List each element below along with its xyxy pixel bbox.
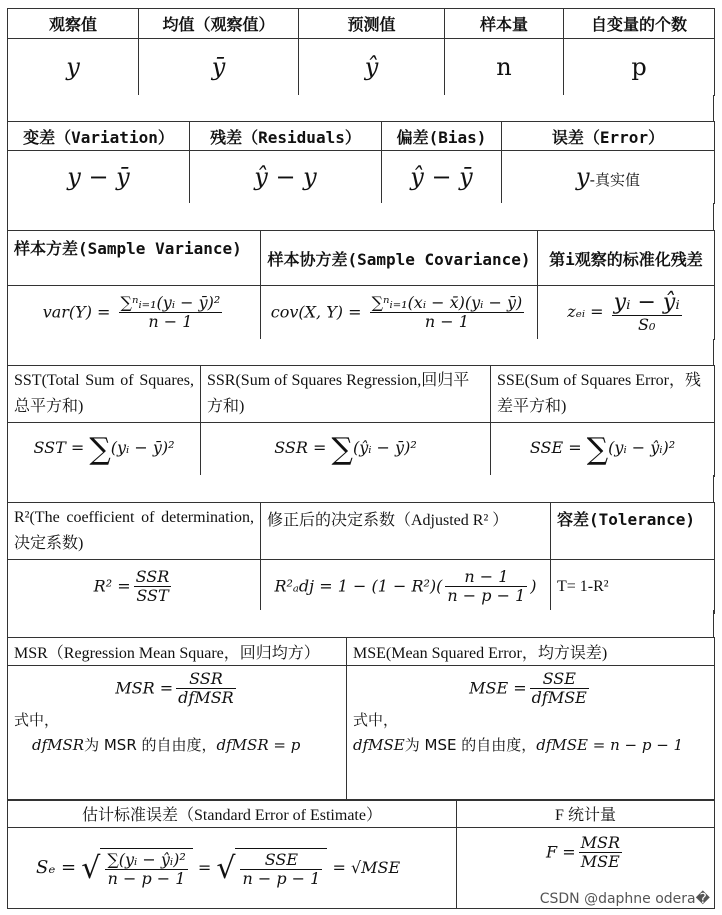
symbol-y-bar: ȳ [139,39,299,96]
formula-mse: MSE = $\frac{\text{SSE}}{\text{dfMSE}}$ [469,669,587,708]
header-ssr: SSR(Sum of Squares Regression,回归平方和) [201,366,491,423]
table-basic-symbols [7,8,714,96]
header-bias: 偏差(Bias) [382,122,502,151]
table-mean-squares [7,637,714,801]
header-mse: MSE(Mean Squared Error，均方误差) [347,638,715,666]
table-deviations [7,121,714,204]
header-sample-covariance: 样本协方差(Sample Covariance) [261,231,538,286]
header-observed: 观察值 [8,9,139,39]
formula-residuals: ŷ − y [190,151,382,204]
header-error: 误差（Error） [502,122,715,151]
formula-sse: SSE = ∑(yᵢ − ŷᵢ)² [491,423,715,477]
symbol-n: n [445,39,564,96]
spacer [7,610,714,637]
header-msr: MSR（Regression Mean Square，回归均方） [8,638,347,666]
spacer [7,203,714,230]
spacer [7,475,714,502]
cell-msr [8,666,347,801]
table-determination [7,502,714,614]
formula-tolerance: T= 1-R² [551,560,715,614]
formula-variation: y − ȳ [8,151,190,204]
formula-r-squared: R² = $\frac{\text{SSR}}{\text{SST}}$ [8,560,261,614]
symbol-y: y [8,39,139,96]
header-mean: 均值（观察值） [139,9,299,39]
header-sst: SST(Total Sum of Squares, 总平方和) [8,366,201,423]
formula-standard-error: Sₑ = √ $\frac{\text{∑(yᵢ − ŷᵢ)²}}{n - p - 1}$ = √ $\frac{\text{SSE}}{n - p - 1}$ = √MSE [8,828,457,909]
header-standard-error: 估计标准误差（Standard Error of Estimate） [8,800,457,828]
header-sse: SSE(Sum of Squares Error，残差平方和) [491,366,715,423]
symbol-y-hat: ŷ [299,39,445,96]
formula-standardized-residual: zₑᵢ = $\frac{\text{yᵢ − ŷᵢ}}{\text{S₀}}$ [538,286,715,340]
error-suffix: -真实值 [589,171,640,189]
cell-mse [347,666,715,801]
header-predicted: 预测值 [299,9,445,39]
formula-variance: var(Y) = $\frac{\text{∑ⁿᵢ₌₁(yᵢ − ȳ)²}}{n - 1}$ [8,286,261,340]
formula-adjusted-r-squared: R²ₐdj = 1 − (1 − R²)( $\frac{n - 1}{n - p - 1}$ ) [261,560,551,614]
formula-sst: SST = ∑(yᵢ − ȳ)² [8,423,201,477]
watermark: CSDN @daphne odera� [539,891,710,907]
header-f-statistic: F 统计量 [457,800,715,828]
table-variance [7,230,714,340]
formula-msr: MSR = $\frac{\text{SSR}}{\text{dfMSR}}$ [115,669,234,708]
header-adjusted-r-squared: 修正后的决定系数（Adjusted R² ） [261,503,551,560]
header-num-vars: 自变量的个数 [564,9,715,39]
header-tolerance: 容差(Tolerance) [551,503,715,560]
formula-f-statistic: F = $\frac{\text{MSR}}{\text{MSE}}$ [457,828,715,909]
header-residuals: 残差（Residuals） [190,122,382,151]
spacer [7,95,714,121]
header-r-squared: R²(The coefficient of determination,决定系数) [8,503,261,560]
note-where: 式中， [353,710,399,729]
header-sample-variance: 样本方差(Sample Variance) [8,231,261,286]
formula-bias: ŷ − ȳ [382,151,502,204]
formula-covariance: cov(X, Y) = $\frac{\text{∑ⁿᵢ₌₁(xᵢ − x̄)(yᵢ − ȳ)}}{n - 1}$ [261,286,538,340]
error-y: y [576,163,590,191]
note-msr-df: dfMSR为 MSR 的自由度，dfMSR = p [32,736,301,755]
spacer [7,339,714,365]
header-standardized-residual: 第i观察的标准化残差 [538,231,715,286]
note-mse-df: dfMSE为 MSE 的自由度，dfMSE = n − p − 1 [353,736,684,755]
formula-ssr: SSR = ∑(ŷᵢ − ȳ)² [201,423,491,477]
header-variation: 变差（Variation） [8,122,190,151]
header-sample-size: 样本量 [445,9,564,39]
formula-error [502,151,715,204]
note-where: 式中， [14,710,60,729]
table-sum-of-squares [7,365,714,477]
symbol-p: p [564,39,715,96]
